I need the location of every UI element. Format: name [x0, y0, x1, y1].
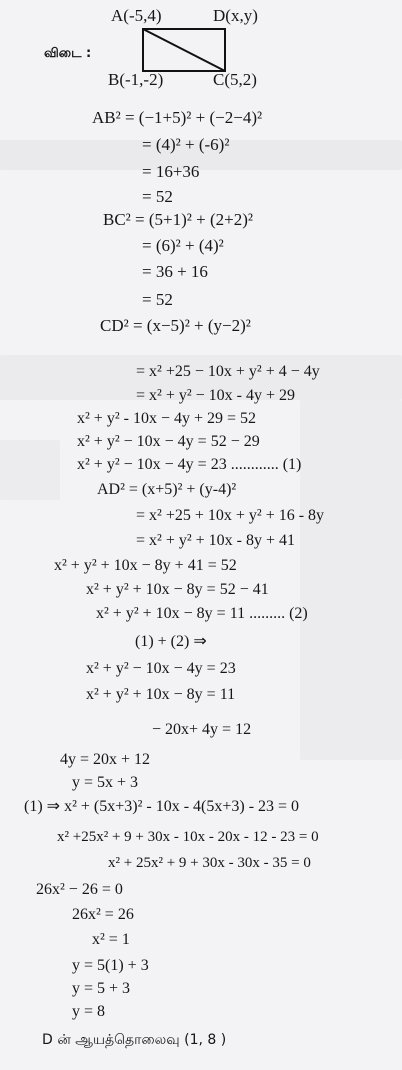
background-print-band — [300, 400, 402, 760]
solution-line: = 16+36 — [142, 162, 200, 181]
solution-line: AD² = (x+5)² + (y-4)² — [97, 481, 237, 498]
solution-line: = (4)² + (-6)² — [142, 135, 230, 154]
background-print-band — [0, 440, 60, 500]
solution-line: y = 5(1) + 3 — [72, 957, 149, 974]
solution-line: y = 5 + 3 — [72, 980, 131, 997]
vertex-label-c: C(5,2) — [213, 70, 257, 89]
solution-line: 4y = 20x + 12 — [60, 751, 151, 768]
solution-line: = x² +25 + 10x + y² + 16 - 8y — [136, 507, 325, 524]
solution-line: (1) + (2) ⇒ — [135, 633, 207, 650]
solution-line: x² + 25x² + 9 + 30x - 30x - 35 = 0 — [108, 855, 311, 871]
solution-line: − 20x+ 4y = 12 — [152, 721, 252, 738]
vertex-label-b: B(-1,-2) — [108, 70, 164, 89]
solution-line: x² + y² + 10x − 8y = 11 ......... (2) — [96, 605, 308, 622]
solution-line: = x² +25 − 10x + y² + 4 − 4y — [136, 363, 320, 380]
solution-line: 26x² − 26 = 0 — [36, 881, 123, 898]
solution-line: x² + y² − 10x − 4y = 23 — [86, 660, 236, 677]
diagonal-ac — [143, 29, 225, 71]
solution-line: = x² + y² − 10x - 4y + 29 — [136, 387, 296, 404]
answer-label: விடை : — [44, 46, 92, 61]
solution-line: = x² + y² + 10x - 8y + 41 — [136, 532, 296, 549]
solution-line: x² + y² − 10x − 4y = 23 ............ (1) — [77, 456, 302, 473]
solution-line: x² +25x² + 9 + 30x - 10x - 20x - 12 - 23 = 0 — [57, 829, 319, 845]
solution-line: x² + y² - 10x − 4y + 29 = 52 — [77, 410, 257, 427]
vertex-label-a: A(-5,4) — [111, 6, 162, 25]
solution-line: y = 8 — [72, 1003, 106, 1020]
solution-line: = 36 + 16 — [142, 262, 208, 281]
solution-line: BC² = (5+1)² + (2+2)² — [103, 210, 253, 229]
solution-line: x² + y² + 10x − 8y = 11 — [86, 686, 236, 703]
solution-line: CD² = (x−5)² + (y−2)² — [100, 316, 251, 335]
solution-line: x² + y² + 10x − 8y + 41 = 52 — [54, 557, 237, 574]
solution-line: = 52 — [142, 187, 173, 206]
solution-line: x² + y² − 10x − 4y = 52 − 29 — [77, 433, 260, 450]
solution-line: AB² = (−1+5)² + (−2−4)² — [92, 108, 263, 127]
solution-line: = 52 — [142, 290, 173, 309]
solution-line: 26x² = 26 — [72, 906, 134, 923]
solution-line: (1) ⇒ x² + (5x+3)² - 10x - 4(5x+3) - 23 = 0 — [24, 798, 300, 815]
vertex-label-d: D(x,y) — [213, 6, 258, 25]
solution-line: x² + y² + 10x − 8y = 52 − 41 — [86, 581, 269, 598]
solution-line: = (6)² + (4)² — [142, 236, 224, 255]
solution-line: y = 5x + 3 — [72, 774, 139, 791]
solution-line: x² = 1 — [92, 931, 130, 948]
final-answer: D ன் ஆயத்தொலைவு (1, 8 ) — [42, 1032, 227, 1048]
